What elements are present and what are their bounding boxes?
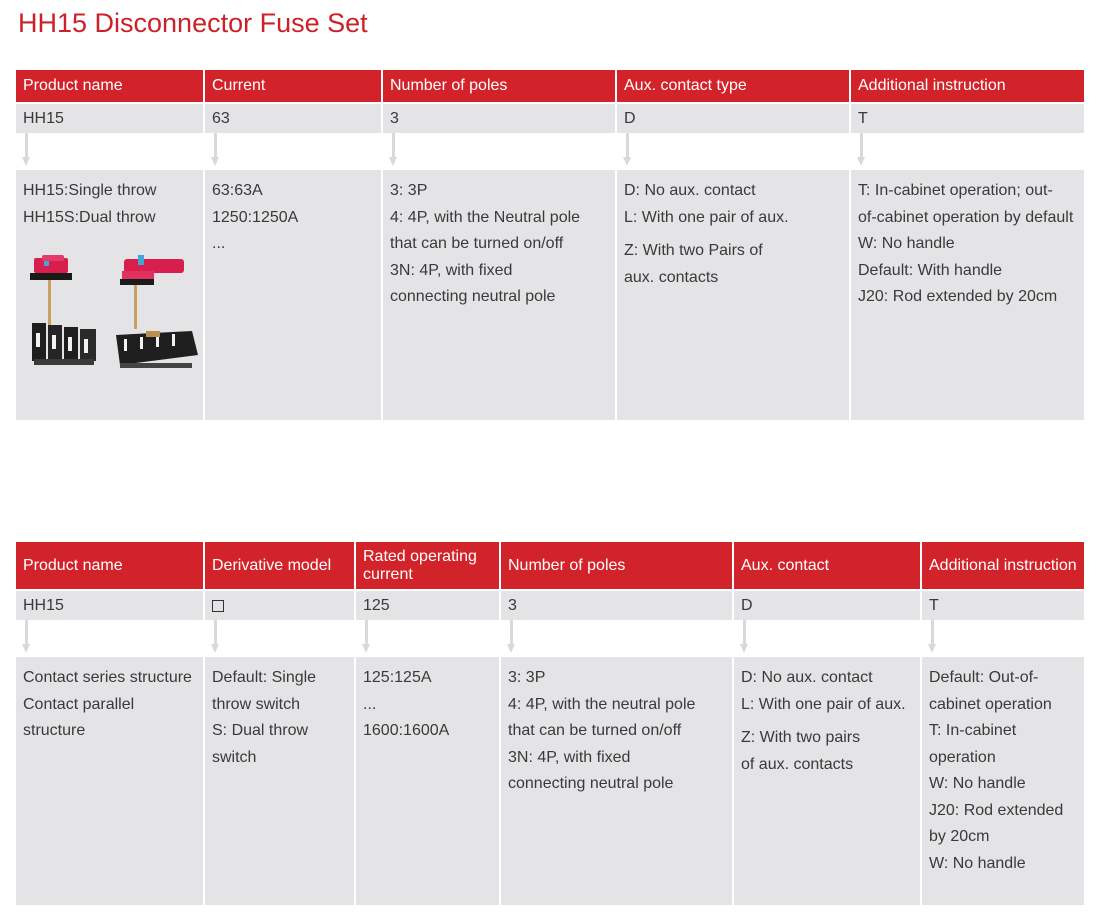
description-line: of aux. contacts <box>741 755 854 773</box>
header-cell: Current <box>205 70 381 102</box>
description-line: Contact series structure <box>23 669 192 686</box>
description-line: 3N: 4P, with fixed <box>508 748 631 766</box>
product-photos <box>20 255 198 395</box>
description-cell-current <box>205 170 381 420</box>
description-line: T: In-cabinet <box>929 722 1017 739</box>
description-line: Default: Single <box>212 669 317 686</box>
description-line: 4: 4P, with the neutral pole <box>508 695 696 713</box>
description-line: T: In-cabinet operation; out- <box>858 182 1053 199</box>
description-line: ... <box>212 235 226 252</box>
description-cell-aux-contact <box>734 657 920 905</box>
description-line: cabinet operation <box>929 695 1052 713</box>
code-cell: HH15 <box>16 591 203 620</box>
description-line: aux. contacts <box>624 268 719 286</box>
header-cell: Product name <box>16 70 203 102</box>
down-arrow-icon <box>22 133 32 169</box>
code-cell: D <box>734 591 920 620</box>
description-cell-product <box>16 170 203 420</box>
down-arrow-icon <box>22 620 32 656</box>
header-cell: Number of poles <box>383 70 615 102</box>
down-arrow-icon <box>740 620 750 656</box>
down-arrow-icon <box>211 620 221 656</box>
description-line: by 20cm <box>929 828 990 845</box>
description-line: Default: Out-of- <box>929 669 1039 686</box>
description-line: W: No handle <box>929 854 1026 872</box>
header-cell: Product name <box>16 542 203 589</box>
description-cell-aux-contact <box>617 170 849 420</box>
description-line: L: With one pair of aux. <box>741 695 906 713</box>
down-arrow-icon <box>507 620 517 656</box>
description-line: HH15:Single throw <box>23 182 157 199</box>
header-cell: Aux. contact <box>734 542 920 589</box>
description-cell-current <box>356 657 499 905</box>
header-cell: Rated operating current <box>356 542 499 589</box>
description-line: that can be turned on/off <box>508 722 682 739</box>
header-cell: Additional instruction <box>922 542 1084 589</box>
code-cell: 3 <box>383 104 615 133</box>
description-line: D: No aux. contact <box>741 669 873 686</box>
description-line: 125:125A <box>363 669 432 686</box>
dual-throw-switch-image <box>116 255 198 368</box>
code-cell: 63 <box>205 104 381 133</box>
code-cell: T <box>922 591 1084 620</box>
description-line: W: No handle <box>858 235 955 252</box>
description-line: HH15S:Dual throw <box>23 208 156 226</box>
down-arrow-icon <box>623 133 633 169</box>
down-arrow-icon <box>389 133 399 169</box>
description-line: that can be turned on/off <box>390 235 564 252</box>
description-cell-instruction <box>851 170 1084 420</box>
description-line: J20: Rod extended <box>929 801 1064 819</box>
description-line: 1600:1600A <box>363 722 450 739</box>
description-line: ... <box>363 695 377 713</box>
description-line: 4: 4P, with the Neutral pole <box>390 208 581 226</box>
description-line: Z: With two pairs <box>741 729 861 746</box>
down-arrow-icon <box>362 620 372 656</box>
header-cell: Additional instruction <box>851 70 1084 102</box>
description-line: structure <box>23 722 86 739</box>
description-line: L: With one pair of aux. <box>624 208 789 226</box>
code-cell: T <box>851 104 1084 133</box>
code-cell: 125 <box>356 591 499 620</box>
description-line: 3N: 4P, with fixed <box>390 261 513 279</box>
empty-checkbox-icon <box>212 600 224 612</box>
description-cell-instruction <box>922 657 1084 905</box>
code-cell: 3 <box>501 591 732 620</box>
description-line: 3: 3P <box>390 182 428 199</box>
code-cell: D <box>617 104 849 133</box>
description-line: switch <box>212 748 257 766</box>
description-line: Z: With two Pairs of <box>624 242 763 259</box>
single-throw-switch-image <box>30 255 96 365</box>
description-cell-product <box>16 657 203 905</box>
down-arrow-icon <box>928 620 938 656</box>
description-cell-derivative <box>205 657 354 905</box>
code-cell: HH15 <box>16 104 203 133</box>
description-line: 1250:1250A <box>212 208 299 226</box>
description-line: 3: 3P <box>508 669 546 686</box>
description-line: of-cabinet operation by default <box>858 208 1074 226</box>
header-cell: Derivative model <box>205 542 354 589</box>
description-cell-poles <box>383 170 615 420</box>
description-line: D: No aux. contact <box>624 182 756 199</box>
header-cell: Aux. contact type <box>617 70 849 102</box>
down-arrow-icon <box>857 133 867 169</box>
description-line: Default: With handle <box>858 261 1003 279</box>
page-title: HH15 Disconnector Fuse Set <box>18 8 368 38</box>
description-line: connecting neutral pole <box>508 775 674 792</box>
description-line: operation <box>929 748 996 766</box>
description-line: W: No handle <box>929 775 1026 792</box>
description-line: 63:63A <box>212 182 263 199</box>
down-arrow-icon <box>211 133 221 169</box>
description-line: S: Dual throw <box>212 722 309 739</box>
description-cell-poles <box>501 657 732 905</box>
description-line: J20: Rod extended by 20cm <box>858 288 1058 305</box>
header-cell: Number of poles <box>501 542 732 589</box>
description-line: throw switch <box>212 695 301 713</box>
description-line: connecting neutral pole <box>390 288 556 305</box>
code-cell <box>205 591 354 620</box>
description-line: Contact parallel <box>23 695 135 713</box>
